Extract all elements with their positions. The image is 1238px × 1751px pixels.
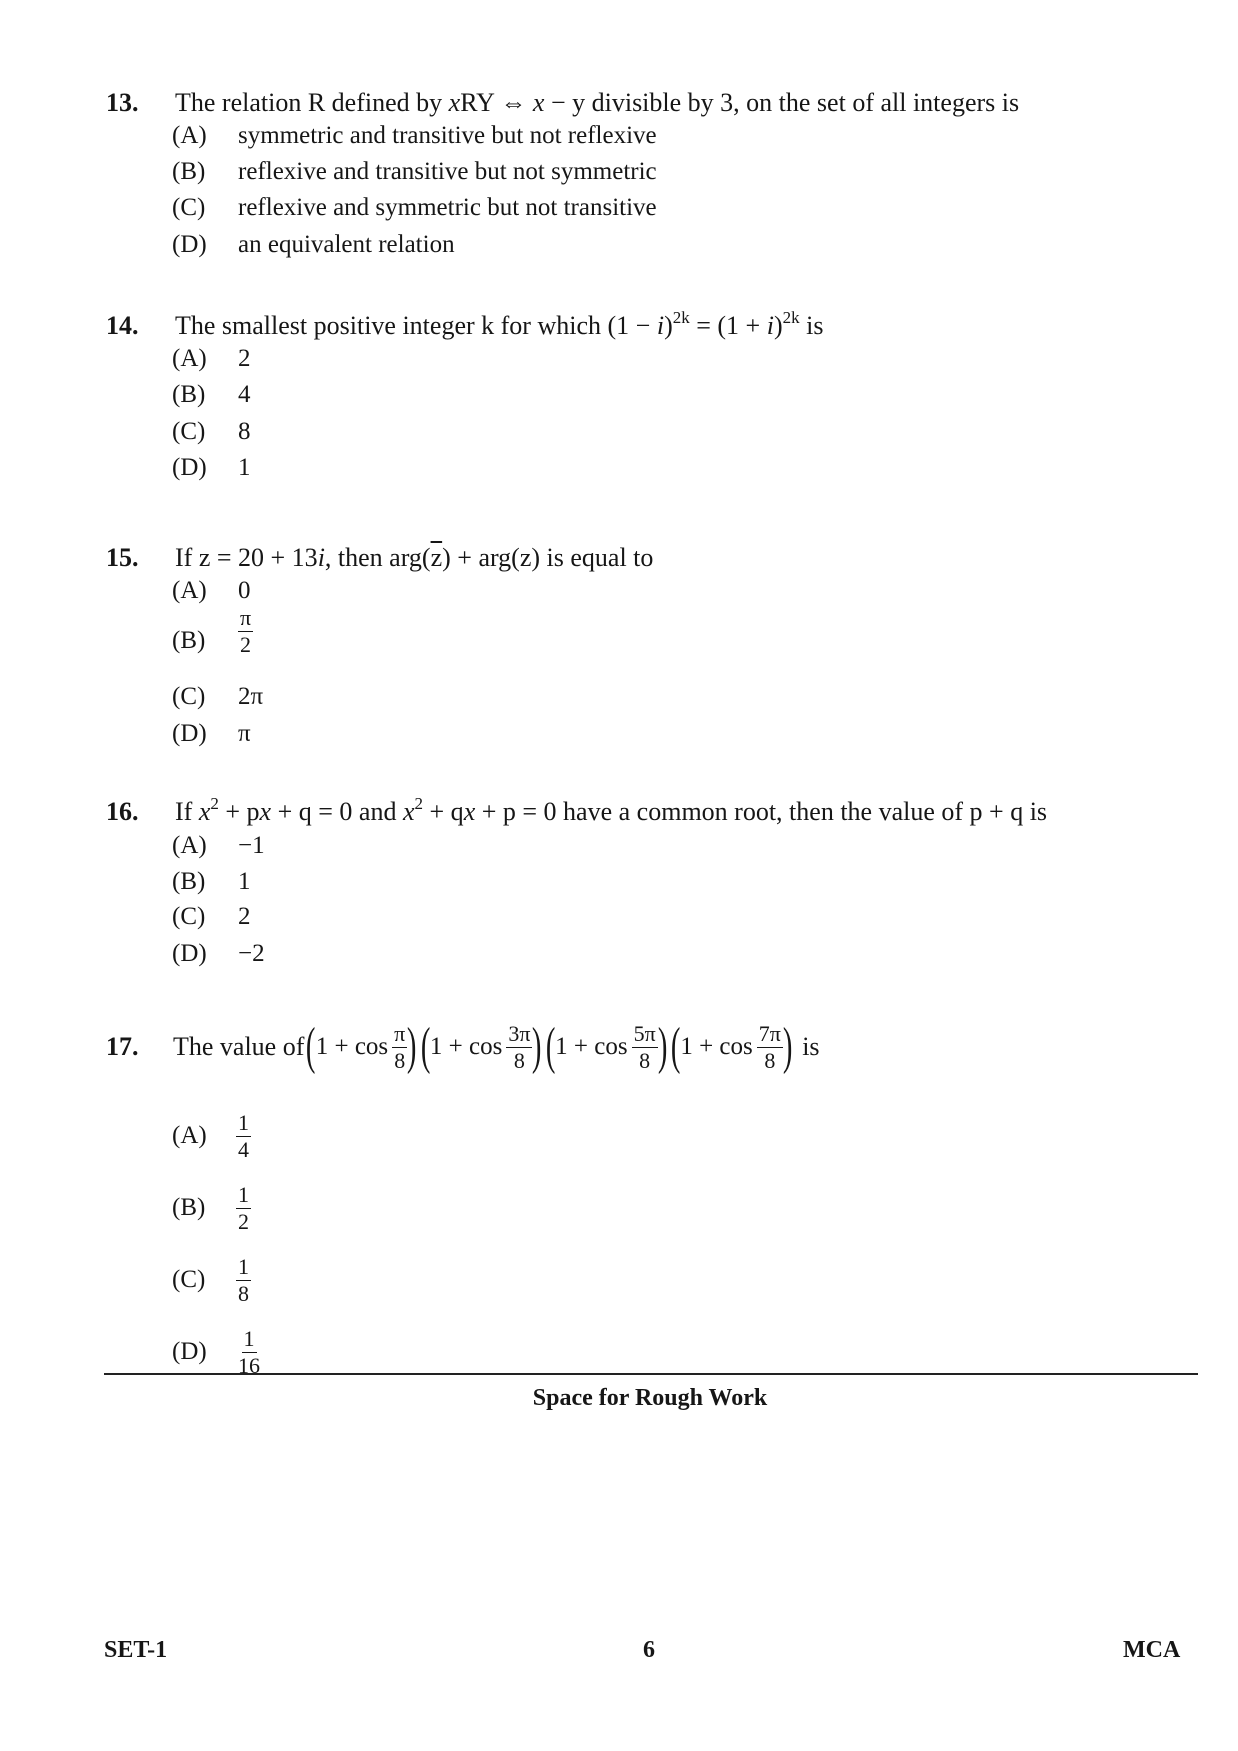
stem-text: + q	[423, 797, 464, 826]
fraction	[236, 1112, 251, 1161]
option-value: 4	[238, 381, 251, 408]
cos-factor-2	[420, 1018, 542, 1075]
option-value: −2	[238, 940, 265, 967]
option-label: (B)	[172, 627, 206, 654]
option-label: (C)	[172, 683, 206, 710]
option-label: (A)	[172, 122, 207, 149]
stem-text: ) + arg(z) is equal to	[442, 543, 654, 572]
cos-factor-4	[670, 1018, 793, 1075]
option-label: (C)	[172, 903, 206, 930]
stem-text: , then arg(	[324, 543, 431, 572]
option-label: (C)	[172, 1266, 206, 1293]
stem-text: is	[799, 311, 824, 340]
conjugate-z: $\overline{z}$	[430, 543, 443, 572]
exponent: 2	[414, 794, 424, 813]
option-label: (A)	[172, 1122, 207, 1149]
fraction	[236, 1328, 262, 1377]
question-stem	[175, 794, 1048, 827]
stem-var: x	[402, 797, 415, 826]
right-paren: )	[657, 1018, 668, 1075]
stem-text: is	[802, 1032, 820, 1061]
fraction	[757, 1020, 783, 1073]
question-number: 14.	[106, 311, 139, 340]
question-number: 17.	[106, 1032, 139, 1061]
option-label: (D)	[172, 454, 207, 481]
option-value: 2π	[238, 683, 264, 710]
exponent: 2k	[672, 308, 690, 327]
stem-text: RY	[460, 88, 501, 117]
option-value	[236, 1184, 251, 1233]
denominator: 2	[238, 1209, 249, 1234]
option-value: reflexive and transitive but not symmetric	[238, 158, 657, 185]
denominator: 8	[394, 1047, 406, 1073]
denominator: 8	[238, 1281, 249, 1306]
exponent: 2k	[782, 308, 800, 327]
question-number: 13.	[106, 88, 139, 117]
question-stem	[175, 88, 1019, 118]
option-value: 0	[238, 577, 251, 604]
stem-text: − y divisible by 3, on the set of all integers is	[544, 88, 1020, 117]
numerator: 1	[238, 1254, 249, 1279]
stem-text: = (1 +	[689, 311, 767, 340]
divider-line	[104, 1373, 1198, 1375]
left-paren: (	[670, 1018, 681, 1075]
iff-symbol: ⇔	[500, 88, 527, 117]
option-value: π	[238, 720, 251, 747]
option-value: 2	[238, 345, 251, 372]
option-label: (C)	[172, 194, 206, 221]
option-value: symmetric and transitive but not reflexive	[238, 122, 657, 149]
right-paren: )	[782, 1018, 793, 1075]
footer-page-number: 6	[643, 1637, 655, 1663]
stem-var: x	[198, 797, 211, 826]
option-value: −1	[238, 832, 265, 859]
fraction	[392, 1020, 407, 1073]
option-value	[236, 1256, 251, 1305]
question-number: 16.	[106, 797, 139, 826]
option-label: (B)	[172, 1194, 206, 1221]
stem-var: x	[463, 797, 476, 826]
stem-text: The relation R defined by	[175, 88, 449, 117]
option-label: (B)	[172, 868, 206, 895]
footer-subject: MCA	[1123, 1637, 1181, 1663]
option-label: (A)	[172, 832, 207, 859]
numerator: 1	[238, 1110, 249, 1135]
question-stem	[175, 308, 824, 341]
factor-lead: 1 + cos	[555, 1033, 628, 1060]
option-label: (D)	[172, 940, 207, 967]
right-paren: )	[407, 1018, 417, 1075]
numerator: 5π	[633, 1020, 656, 1046]
denominator: 8	[764, 1047, 776, 1073]
stem-text: )	[773, 311, 783, 340]
footer-set: SET-1	[104, 1637, 168, 1663]
option-label: (B)	[172, 381, 206, 408]
right-paren: )	[532, 1018, 542, 1075]
stem-text: The value of	[173, 1032, 305, 1061]
numerator: 1	[243, 1326, 255, 1351]
stem-var: x	[448, 88, 461, 117]
option-value: 1	[238, 868, 251, 895]
fraction	[238, 607, 253, 656]
option-value: 8	[238, 418, 251, 445]
option-value: reflexive and symmetric but not transitive	[238, 194, 657, 221]
stem-text: The smallest positive integer k for which (1 −	[175, 311, 657, 340]
denominator: 16	[238, 1353, 260, 1378]
fraction	[506, 1020, 532, 1073]
left-paren: (	[545, 1018, 556, 1075]
option-value: 1	[238, 454, 251, 481]
stem-var: i	[656, 311, 665, 340]
question-stem	[173, 1012, 820, 1082]
option-label: (A)	[172, 577, 207, 604]
option-label: (B)	[172, 158, 206, 185]
denominator: 8	[639, 1047, 651, 1073]
stem-var: i	[766, 311, 774, 340]
question-stem	[175, 543, 653, 573]
left-paren: (	[306, 1018, 316, 1075]
left-paren: (	[420, 1018, 431, 1075]
stem-var: i	[317, 543, 325, 572]
factor-lead: 1 + cos	[315, 1033, 389, 1060]
stem-var: x	[532, 88, 545, 117]
stem-text: If z = 20 + 13	[175, 543, 318, 572]
option-value	[236, 1328, 262, 1377]
stem-text: If	[175, 797, 199, 826]
numerator: 3π	[508, 1020, 531, 1046]
stem-text: + p = 0 have a common root, then the value of p + q is	[475, 797, 1048, 826]
option-label: (D)	[172, 720, 207, 747]
option-label: (C)	[172, 418, 206, 445]
stem-var: x	[259, 797, 272, 826]
rough-work-heading: Space for Rough Work	[532, 1385, 768, 1411]
numerator: π	[240, 605, 252, 630]
option-value: 2	[238, 903, 251, 930]
option-value	[238, 607, 253, 656]
exponent: 2	[210, 794, 219, 813]
option-label: (D)	[172, 1338, 207, 1365]
fraction	[236, 1184, 251, 1233]
fraction	[236, 1256, 251, 1305]
option-label: (D)	[172, 231, 207, 258]
stem-text: )	[664, 311, 673, 340]
numerator: 1	[238, 1182, 249, 1207]
factor-lead: 1 + cos	[429, 1033, 503, 1060]
option-label: (A)	[172, 345, 207, 372]
denominator: 2	[240, 632, 252, 657]
fraction	[632, 1020, 658, 1073]
option-value	[236, 1112, 251, 1161]
denominator: 8	[513, 1047, 525, 1073]
question-number: 15.	[106, 543, 139, 572]
option-value: an equivalent relation	[238, 231, 455, 258]
denominator: 4	[238, 1137, 249, 1162]
numerator: 7π	[758, 1020, 781, 1046]
stem-text: + q = 0 and	[271, 797, 403, 826]
numerator: π	[394, 1020, 406, 1046]
stem-text: + p	[218, 797, 260, 826]
factor-lead: 1 + cos	[680, 1033, 753, 1060]
cos-factor-1	[306, 1018, 417, 1075]
cos-factor-3	[545, 1018, 668, 1075]
